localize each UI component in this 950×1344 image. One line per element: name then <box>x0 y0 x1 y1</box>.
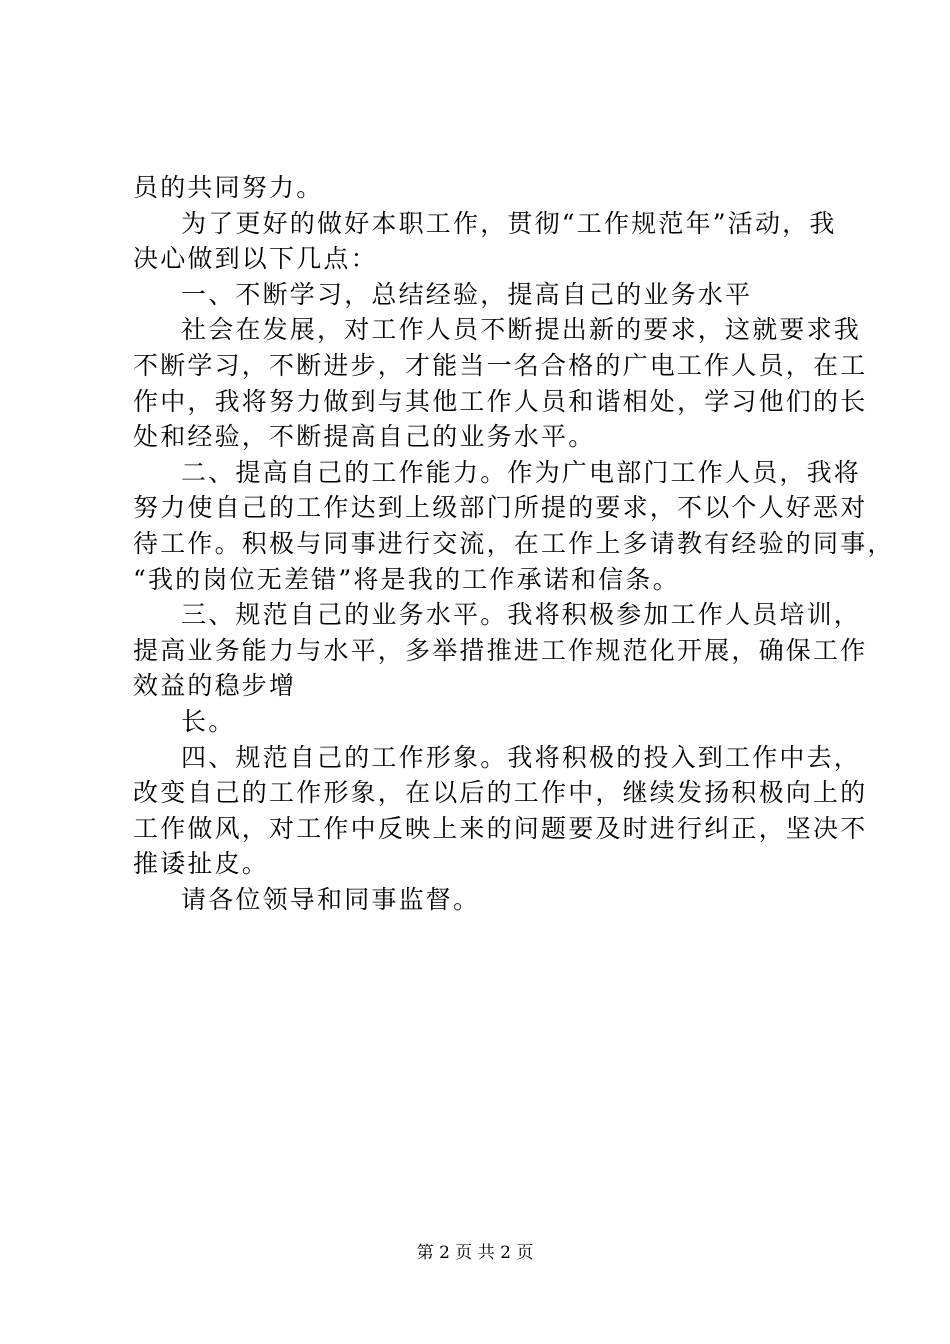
text-line: 待工作。积极与同事进行交流，在工作上多请教有经验的同事， <box>133 528 895 558</box>
text-line: 员的共同努力。 <box>133 173 324 202</box>
text-line: 请各位领导和同事监督。 <box>181 884 481 914</box>
text-line: 处和经验，不断提高自己的业务水平。 <box>133 422 596 452</box>
text-line: 三、规范自己的业务水平。我将积极参加工作人员培训， <box>181 600 862 630</box>
text-line: 推诿扯皮。 <box>133 849 270 879</box>
text-line: 二、提高自己的工作能力。作为广电部门工作人员，我将 <box>181 457 862 487</box>
text-line: 工作做风，对工作中反映上来的问题要及时进行纠正，坚决不 <box>133 813 868 843</box>
text-line: “我的岗位无差错”将是我的工作承诺和信条。 <box>133 564 680 594</box>
page-number-footer: 第 2 页 共 2 页 <box>416 1243 534 1263</box>
text-line: 一、不断学习，总结经验，提高自己的业务水平 <box>181 279 753 309</box>
text-line: 效益的稳步增 <box>133 671 297 701</box>
text-line: 决心做到以下几点： <box>133 244 378 274</box>
text-line: 长。 <box>181 706 236 736</box>
text-line: 提高业务能力与水平，多举措推进工作规范化开展，确保工作 <box>133 635 868 665</box>
text-line: 作中，我将努力做到与其他工作人员和谐相处，学习他们的长 <box>133 386 868 416</box>
text-line: 为了更好的做好本职工作，贯彻“工作规范年”活动，我 <box>181 208 837 238</box>
text-line: 社会在发展，对工作人员不断提出新的要求，这就要求我 <box>181 315 862 345</box>
document-body <box>133 170 895 917</box>
text-line: 努力使自己的工作达到上级部门所提的要求，不以个人好恶对 <box>133 493 868 523</box>
text-line: 不断学习，不断进步，才能当一名合格的广电工作人员，在工 <box>133 350 868 380</box>
text-line: 改变自己的工作形象，在以后的工作中，继续发扬积极向上的 <box>133 778 868 808</box>
text-line: 四、规范自己的工作形象。我将积极的投入到工作中去， <box>181 742 862 772</box>
